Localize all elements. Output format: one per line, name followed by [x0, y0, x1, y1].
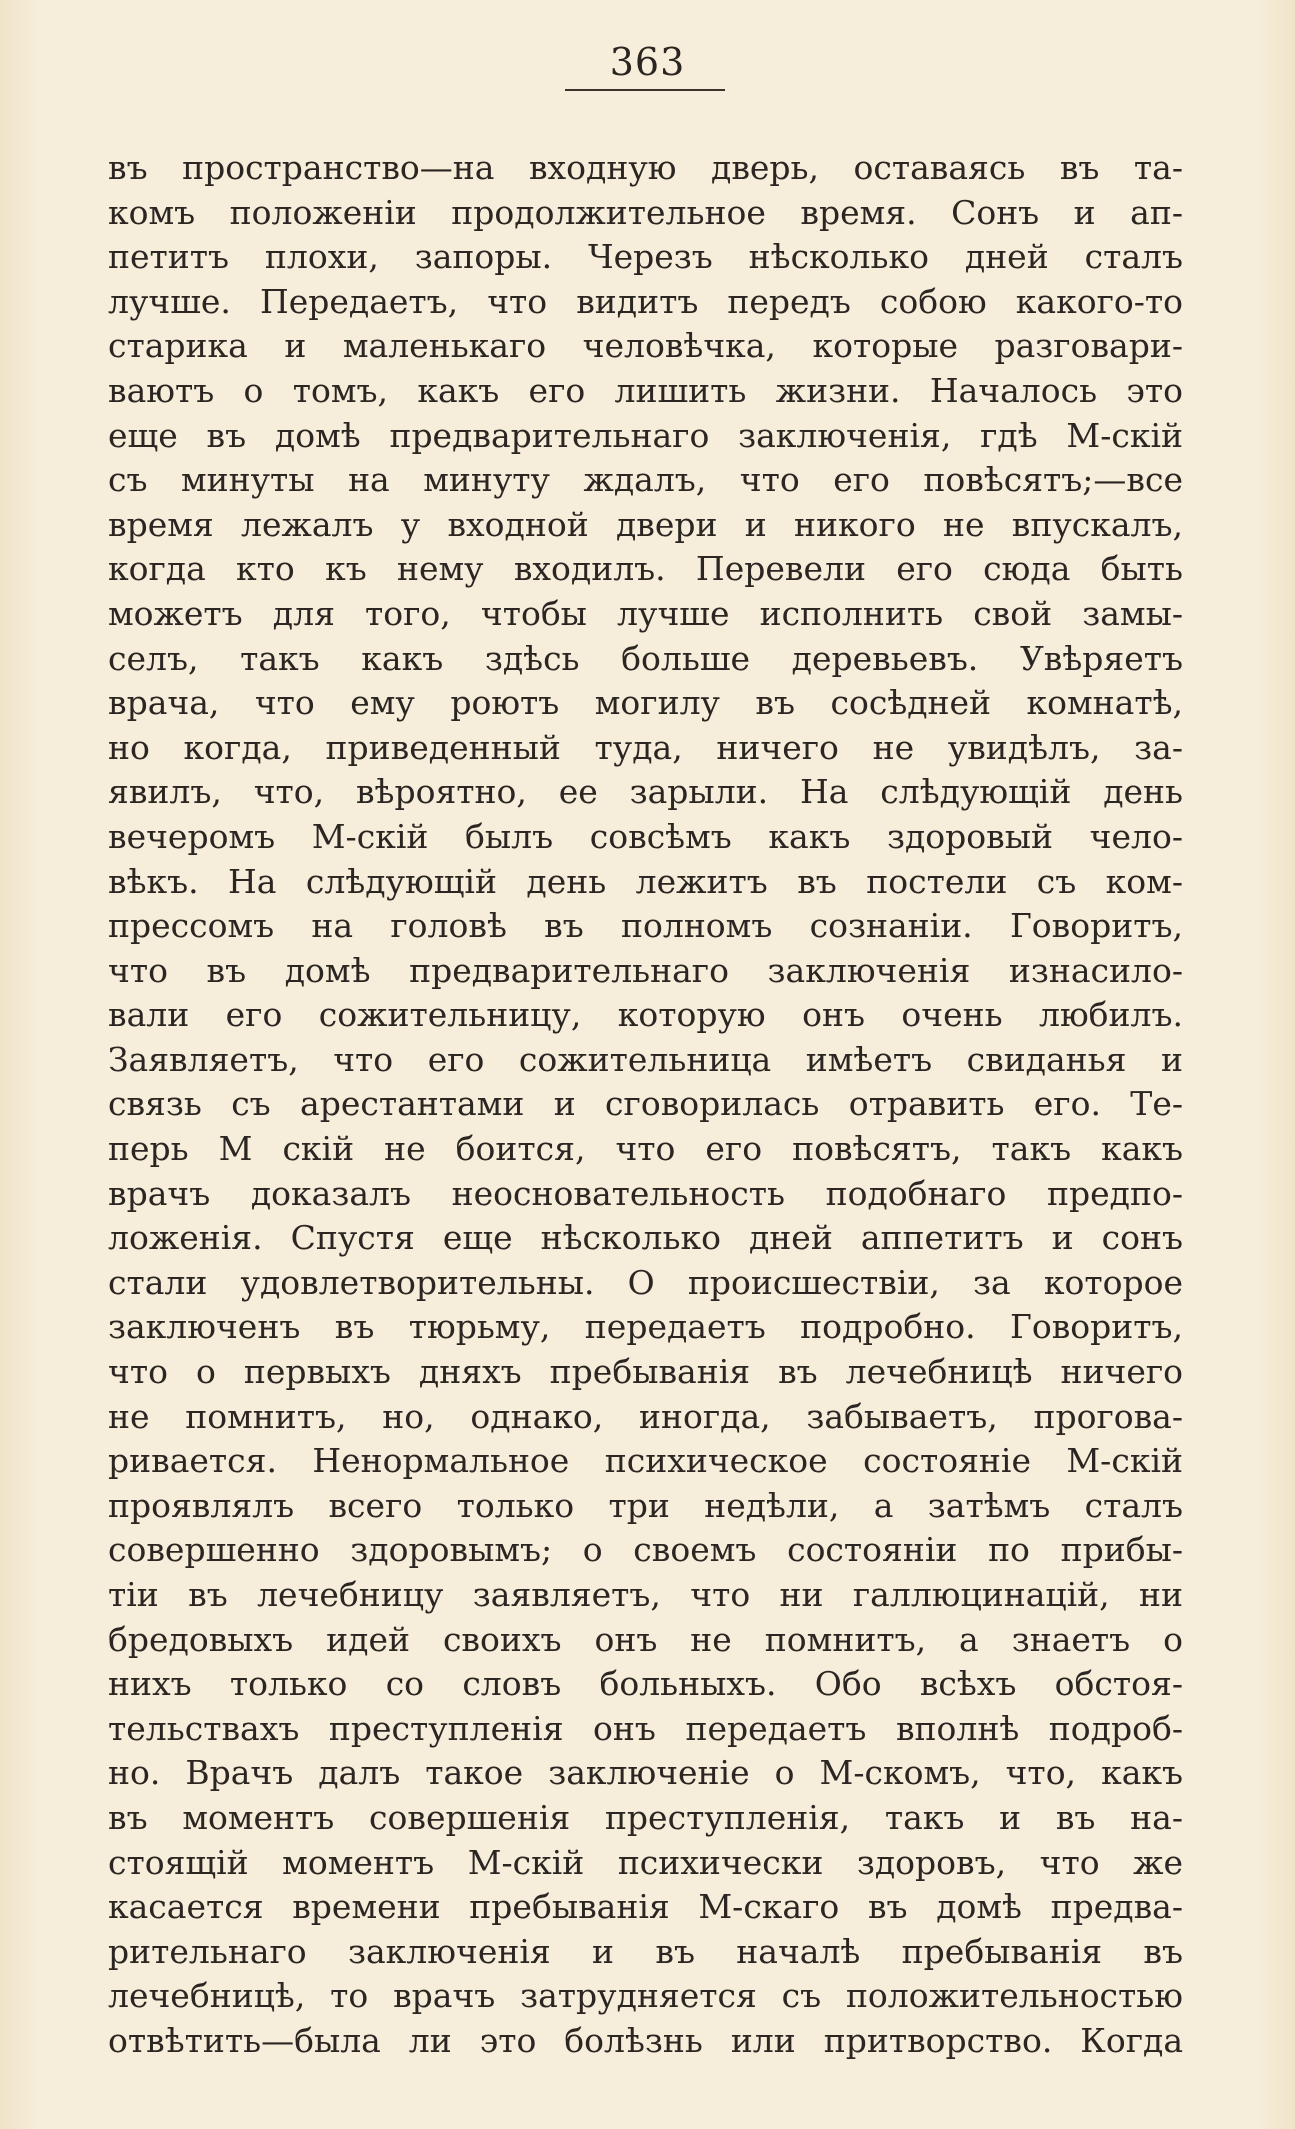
text-line: рительнаго заключенiя и въ началѣ пребыванiя въ	[108, 1931, 1183, 1971]
text-line: ваютъ о томъ, какъ его лишить жизни. Началось это	[108, 370, 1183, 410]
text-line: лучше. Передаетъ, что видитъ передъ собою какого-то	[108, 281, 1183, 321]
text-line: врача, что ему роютъ могилу въ сосѣдней комнатѣ,	[108, 683, 1183, 723]
text-line: проявлялъ всего только три недѣли, а затѣмъ сталъ	[108, 1485, 1183, 1525]
text-line: Заявляетъ, что его сожительница имѣетъ свиданья и	[108, 1039, 1183, 1079]
text-line: но. Врачъ далъ такое заключенiе о М-скомъ, что, какъ	[108, 1753, 1183, 1793]
text-line: старика и маленькаго человѣчка, которые разговари-	[108, 326, 1183, 366]
text-line: но когда, приведенный туда, ничего не увидѣлъ, за-	[108, 727, 1183, 767]
text-line: вали его сожительницу, которую онъ очень любилъ.	[108, 995, 1183, 1035]
text-line: въ пространство—на входную дверь, оставаясь въ та-	[108, 148, 1183, 187]
text-line: съ минуты на минуту ждалъ, что его повѣсятъ;—все	[108, 460, 1183, 500]
text-line: вечеромъ М-скiй былъ совсѣмъ какъ здоровый чело-	[108, 816, 1183, 856]
text-line: нихъ только со словъ больныхъ. Обо всѣхъ обстоя-	[108, 1664, 1183, 1704]
text-line: отвѣтить—была ли это болѣзнь или притворство. Когда	[108, 2020, 1183, 2060]
text-line: заключенъ въ тюрьму, передаетъ подробно. Говоритъ,	[108, 1307, 1183, 1347]
text-line: тiи въ лечебницу заявляетъ, что ни галлюцинацiй, ни	[108, 1575, 1183, 1614]
text-line: стоящiй моментъ М-скiй психически здоровъ, что же	[108, 1842, 1183, 1882]
text-line: совершенно здоровымъ; о своемъ состоянiи по прибы-	[108, 1530, 1183, 1570]
text-line: селъ, такъ какъ здѣсь больше деревьевъ. Увѣряетъ	[108, 638, 1183, 678]
text-line: стали удовлетворительны. О происшествiи, за которое	[108, 1262, 1183, 1302]
page-number: 363	[609, 40, 686, 84]
text-line: связь съ арестантами и сговорилась отравить его. Те-	[108, 1084, 1183, 1124]
text-line: врачъ доказалъ неосновательность подобнаго предпо-	[108, 1173, 1183, 1213]
text-line: въ моментъ совершенiя преступленiя, такъ и въ на-	[108, 1797, 1183, 1837]
text-line: перь М скiй не боится, что его повѣсятъ, такъ какъ	[108, 1129, 1183, 1169]
text-line: прессомъ на головѣ въ полномъ сознанiи. Говоритъ,	[108, 906, 1183, 946]
text-line: лечебницѣ, то врачъ затрудняется съ положительностью	[108, 1976, 1183, 2016]
body-text	[108, 146, 1183, 2064]
text-line: можетъ для того, чтобы лучше исполнить свой замы-	[108, 593, 1183, 633]
text-line: бредовыхъ идей своихъ онъ не помнитъ, а знаетъ о	[108, 1619, 1183, 1659]
text-line: петитъ плохи, запоры. Черезъ нѣсколько дней сталъ	[108, 237, 1183, 277]
text-line: ривается. Ненормальное психическое состоянiе М-скiй	[108, 1441, 1183, 1481]
text-line: комъ положенiи продолжительное время. Сонъ и ап-	[108, 192, 1183, 232]
text-line: еще въ домѣ предварительнаго заключенiя, гдѣ М-скiй	[108, 415, 1183, 455]
text-line: время лежалъ у входной двери и никого не впускалъ,	[108, 504, 1183, 544]
text-line: явилъ, что, вѣроятно, ее зарыли. На слѣдующiй день	[108, 772, 1183, 812]
text-line: когда кто къ нему входилъ. Перевели его сюда быть	[108, 549, 1183, 589]
text-line: вѣкъ. На слѣдующiй день лежитъ въ постели съ ком-	[108, 861, 1183, 901]
text-line: что въ домѣ предварительнаго заключенiя изнасило-	[108, 950, 1183, 990]
text-line: касается времени пребыванiя М-скаго въ домѣ предва-	[108, 1887, 1183, 1927]
text-line: тельствахъ преступленiя онъ передаетъ вполнѣ подроб-	[108, 1708, 1183, 1748]
text-line: что о первыхъ дняхъ пребыванiя въ лечебницѣ ничего	[108, 1352, 1183, 1392]
page-number-rule	[565, 89, 725, 91]
text-line: не помнитъ, но, однако, иногда, забываетъ, прогова-	[108, 1396, 1183, 1436]
text-line: ложенiя. Спустя еще нѣсколько дней аппетитъ и сонъ	[108, 1218, 1183, 1258]
